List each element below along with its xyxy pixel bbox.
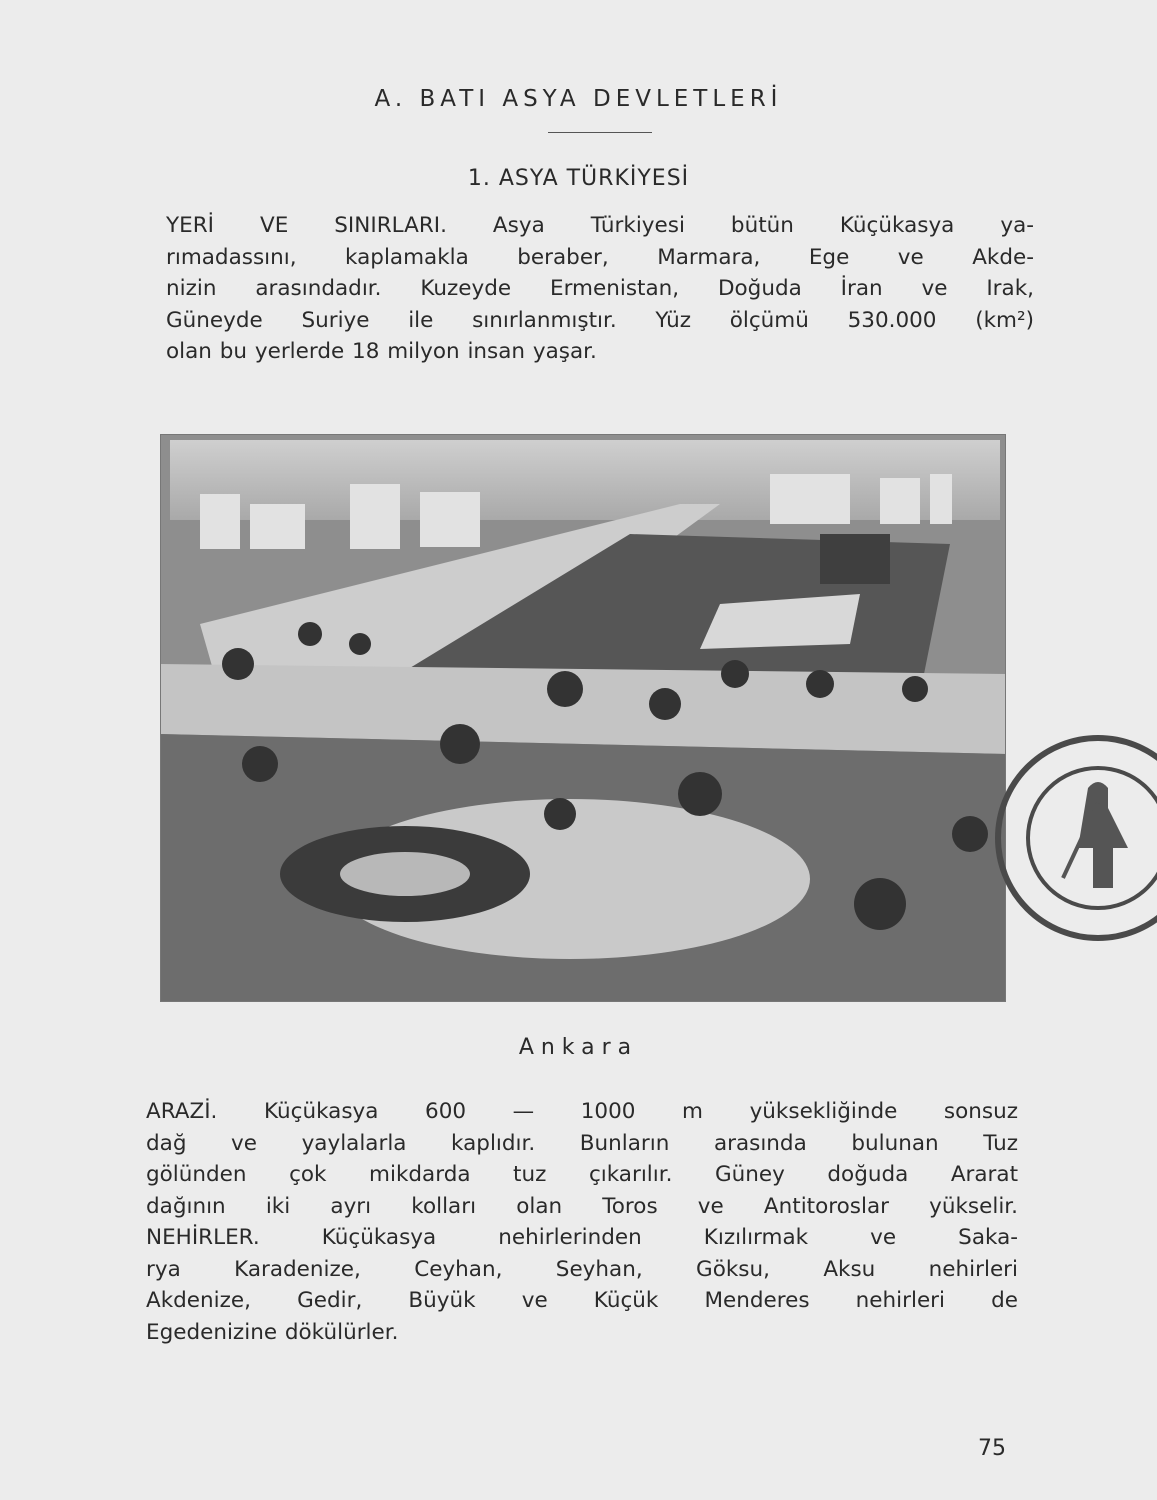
text-line: nizin arasındadır. Kuzeyde Ermenistan, Doğuda İran ve Irak,: [166, 276, 1034, 301]
ankara-photo: [160, 434, 1006, 1002]
body-paragraph: [146, 1096, 1018, 1348]
title-divider: [548, 132, 652, 133]
photo-caption: Ankara: [518, 1035, 639, 1060]
text-line: dağının iki ayrı kolları olan Toros ve Antitoroslar yükselir.: [146, 1193, 1018, 1219]
text-line: Güneyde Suriye ile sınırlanmıştır. Yüz ölçümü 530.000 (km²): [166, 307, 1034, 333]
text-line: gölünden çok mikdarda tuz çıkarılır. Güney doğuda Ararat: [146, 1162, 1018, 1187]
text-line: Egedenizine dökülürler.: [146, 1319, 399, 1345]
text-line: dağ ve yaylalarla kaplıdır. Bunların arasında bulunan Tuz: [146, 1130, 1018, 1156]
text-line: rımadassını, kaplamakla beraber, Marmara, Ege ve Akde-: [166, 244, 1034, 270]
chapter-title: A. BATI ASYA DEVLETLERİ: [374, 86, 783, 112]
text-line: NEHİRLER. Küçükasya nehirlerinden Kızılırmak ve Saka-: [146, 1225, 1018, 1250]
section-title: 1. ASYA TÜRKİYESİ: [467, 166, 690, 191]
text-line: olan bu yerlerde 18 milyon insan yaşar.: [166, 339, 597, 364]
page-number: 75: [978, 1436, 1006, 1461]
library-stamp: [993, 728, 1157, 954]
text-line: ARAZİ. Küçükasya 600 — 1000 m yüksekliğinde sonsuz: [146, 1099, 1018, 1124]
text-line: YERİ VE SINIRLARI. Asya Türkiyesi bütün Küçükasya ya-: [166, 213, 1034, 238]
text-line: rya Karadenize, Ceyhan, Seyhan, Göksu, Aksu nehirleri: [146, 1256, 1018, 1282]
text-line: Akdenize, Gedir, Büyük ve Küçük Menderes nehirleri de: [146, 1288, 1018, 1313]
intro-paragraph: [166, 210, 1034, 368]
